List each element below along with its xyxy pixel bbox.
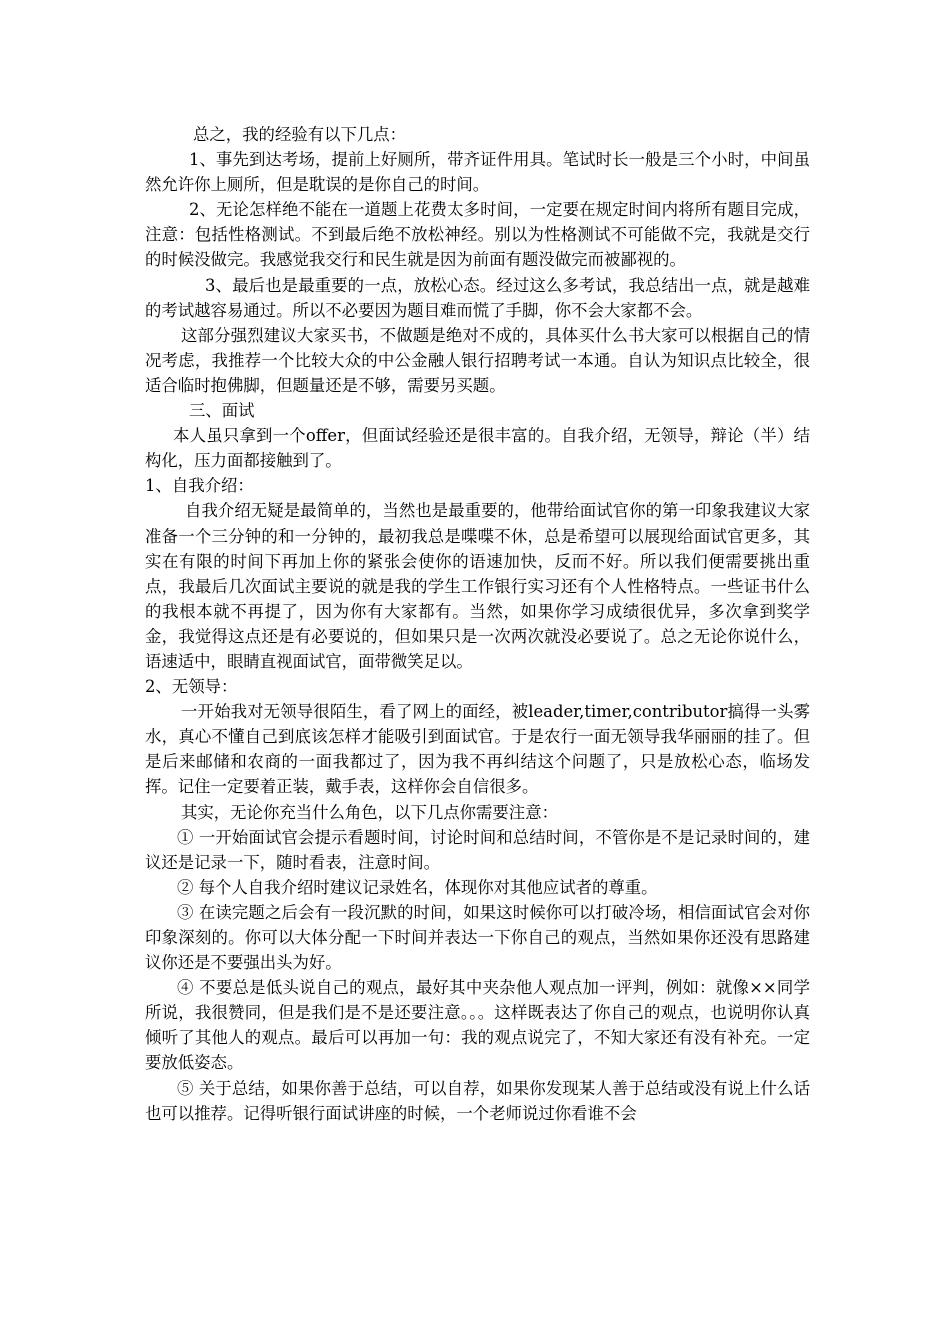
- paragraph-leaderless: 一开始我对无领导很陌生，看了网上的面经，被leader,timer,contributor搞得一头雾水，真心不懂自己到底该怎样才能吸引到面试官。于是农行一面无领导我华丽丽的挂了。但是后来邮储和农商的一面我都过了，因为我不再纠结这个问题了，只是放松心态，临场发挥。记住一定要着正装，戴手表，这样你会自信很多。: [145, 702, 810, 797]
- document-body: [145, 122, 810, 1126]
- list-item-1: ① 一开始面试官会提示看题时间，讨论时间和总结时间，不管你是不是记录时间的，建议还是记录一下，随时看表，注意时间。: [145, 827, 810, 872]
- section-heading-interview: 三、面试: [189, 401, 255, 421]
- subheading-self-intro: 1、自我介绍：: [145, 476, 254, 496]
- paragraph-tip-2: 2、无论怎样绝不能在一道题上花费太多时间，一定要在规定时间内将所有题目完成，注意：包括性格测试。不到最后绝不放松神经。别以为性格测试不可能做不完，我就是交行的时候没做完。我感觉我交行和民生就是因为前面有题没做完而被鄙视的。: [145, 200, 810, 270]
- paragraph-notes-intro: 其实，无论你充当什么角色，以下几点你需要注意：: [181, 802, 558, 822]
- subheading-leaderless: 2、无领导：: [145, 677, 238, 697]
- summary-heading: 总之，我的经验有以下几点：: [193, 125, 407, 144]
- list-item-4: ④ 不要总是低头说自己的观点，最好其中夹杂他人观点加一评判，例如：就像××同学所说，我很赞同，但是我们是不是还要注意。。。这样既表达了你自己的观点，也说明你认真倾听了其他人的观点。最后可以再加一句：我的观点说完了，不知大家还有没有补充。一定要放低姿态。: [145, 978, 810, 1073]
- list-item-3: ③ 在读完题之后会有一段沉默的时间，如果这时候你可以打破冷场，相信面试官会对你印象深刻的。你可以大体分配一下时间并表达一下你自己的观点，当然如果你还没有思路建议你还是不要强出头为好。: [145, 902, 810, 973]
- paragraph-tip-1: 1、事先到达考场，提前上好厕所，带齐证件用具。笔试时长一般是三个小时，中间虽然允许你上厕所，但是耽误的是你自己的时间。: [145, 150, 810, 195]
- paragraph-book-advice: 这部分强烈建议大家买书，不做题是绝对不成的，具体买什么书大家可以根据自己的情况考虑，我推荐一个比较大众的中公金融人银行招聘考试一本通。自认为知识点比较全，很适合临时抱佛脚，但题量还是不够，需要另买题。: [145, 325, 810, 395]
- list-item-5: ⑤ 关于总结，如果你善于总结，可以自荐，如果你发现某人善于总结或没有说上什么话也可以推荐。记得听银行面试讲座的时候，一个老师说过你看谁不会: [145, 1078, 810, 1123]
- list-item-2: ② 每个人自我介绍时建议记录姓名，体现你对其他应试者的尊重。: [177, 877, 658, 897]
- paragraph-self-intro: 自我介绍无疑是最简单的，当然也是最重要的，他带给面试官你的第一印象我建议大家准备一个三分钟的和一分钟的，最初我总是喋喋不休，总是希望可以展现给面试官更多，其实在有限的时间下再加上你的紧张会使你的语速加快，反而不好。所以我们便需要挑出重点，我最后几次面试主要说的就是我的学生工作银行实习还有个人性格特点。一些证书什么的我根本就不再提了，因为你有大家都有。当然，如果你学习成绩很优异，多次拿到奖学金，我觉得这点还是有必要说的，但如果只是一次两次就没必要说了。总之无论你说什么，语速适中，眼睛直视面试官，面带微笑足以。: [145, 501, 810, 671]
- paragraph-interview-intro: 本人虽只拿到一个offer，但面试经验还是很丰富的。自我介绍，无领导，辩论（半）结构化，压力面都接触到了。: [145, 426, 810, 471]
- paragraph-tip-3: 3、最后也是最重要的一点，放松心态。经过这么多考试，我总结出一点，就是越难的考试越容易通过。所以不必要因为题目难而慌了手脚，你不会大家都不会。: [145, 275, 810, 320]
